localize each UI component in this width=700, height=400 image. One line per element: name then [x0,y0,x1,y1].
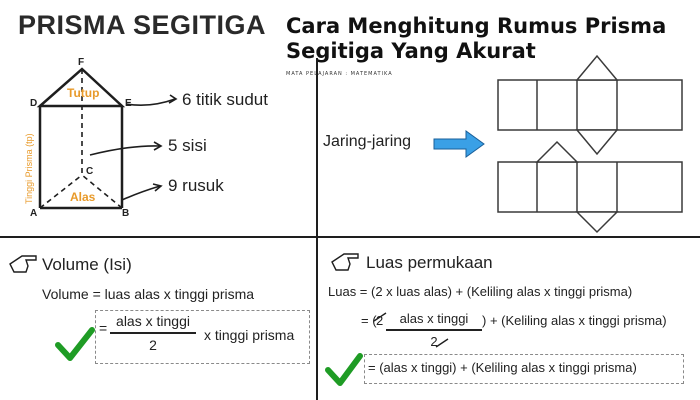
surface-numerator: alas x tinggi [399,311,469,326]
vertex-b: B [122,208,130,219]
arrow-to-sisi [90,146,160,155]
base-face-label: Alas [70,190,96,204]
checkmark-icon [58,330,92,358]
vertex-e: E [125,98,132,109]
surface-line-1: Luas = (2 x luas alas) + (Keliling alas x tinggi prisma) [328,284,633,299]
volume-formula: Volume = luas alas x tinggi prisma [42,286,255,302]
fact-vertices: 6 titik sudut [182,90,268,109]
volume-result-equals: = [99,320,108,336]
surface-fraction [386,311,482,349]
net-bottom [498,142,682,232]
top-face-label: Tutup [67,86,100,100]
nets-label: Jaring-jaring [323,133,412,150]
subject-caption: MATA PELAJARAN : MATEMATIKA [286,71,393,77]
volume-result-tail: x tinggi prisma [204,327,295,343]
volume-heading: Volume (Isi) [42,255,132,274]
net-top [498,56,682,154]
fact-edges: 9 rusuk [168,176,224,195]
pointing-hand-icon [332,254,358,270]
fact-faces: 5 sisi [168,136,207,155]
arrow-to-titik [126,99,175,105]
volume-denominator: 2 [149,337,157,353]
surface-heading: Luas permukaan [366,253,493,272]
volume-numerator: alas x tinggi [116,313,190,329]
arrowhead-titik [169,95,176,103]
horizontal-divider [0,236,700,238]
fact-arrows [90,95,176,200]
surface-line-2-start: = ( [361,313,377,328]
fraction-bar [110,332,196,334]
surface-line-3: = (alas x tinggi) + (Keliling alas x tinggi prisma) [368,360,637,375]
prism-nets [498,56,682,232]
surface-denominator: 2 [430,334,438,349]
surface-line-2-tail: ) + (Keliling alas x tinggi prisma) [482,313,667,328]
volume-fraction [110,313,196,353]
vertex-c: C [86,166,94,177]
vertex-f: F [78,57,85,68]
fraction-bar [386,329,482,331]
right-arrow-icon [434,131,484,157]
vertex-d: D [30,98,38,109]
article-title: Cara Menghitung Rumus Prisma Segitiga Yang Akurat [286,14,667,63]
page-title: PRISMA SEGITIGA [18,10,267,40]
checkmark-icon [328,356,360,383]
height-label: Tinggi Prisma (tp) [24,133,34,204]
surface-line-2-two: 2 [376,313,384,328]
vertical-divider [316,58,318,400]
pointing-hand-icon [10,256,36,272]
arrow-to-rusuk [122,186,160,200]
vertex-a: A [30,208,38,219]
